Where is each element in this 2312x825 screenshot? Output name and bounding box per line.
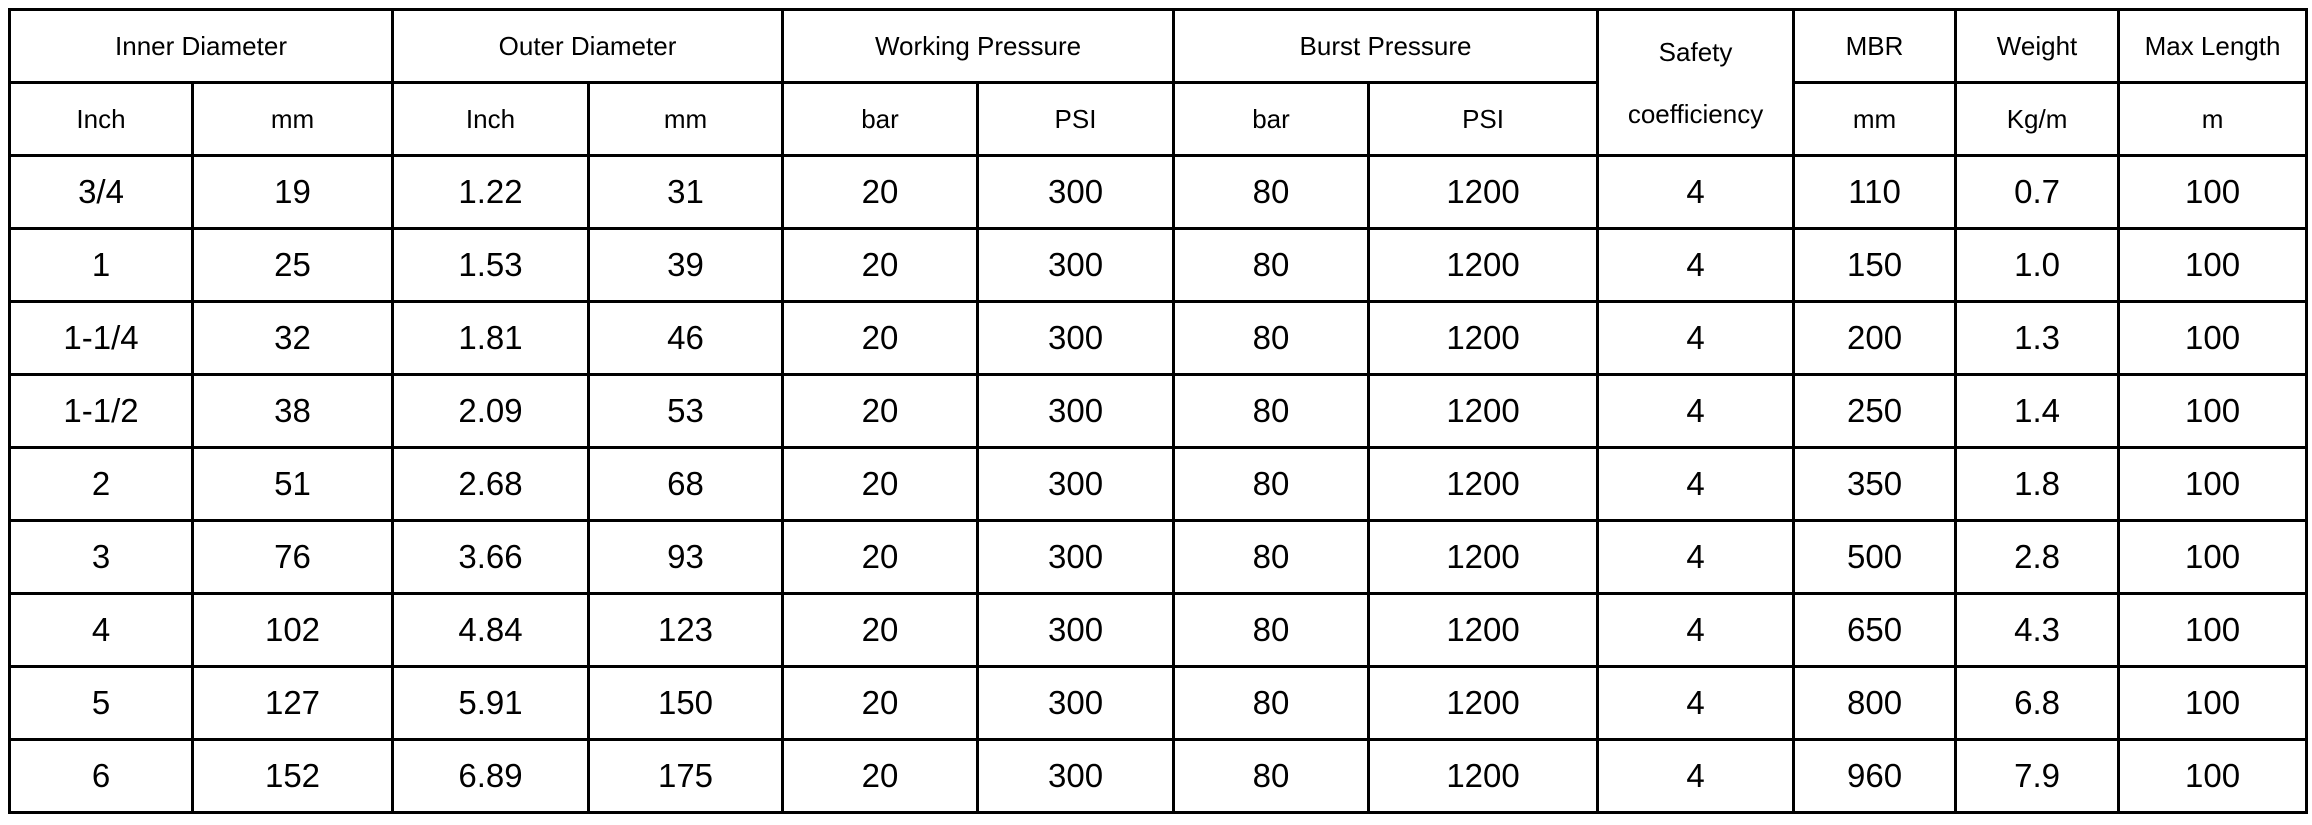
cell-max-length: 100 bbox=[2119, 521, 2307, 594]
cell-burst-psi: 1200 bbox=[1369, 740, 1598, 813]
cell-inner-mm: 38 bbox=[193, 375, 393, 448]
cell-burst-bar: 80 bbox=[1174, 156, 1369, 229]
cell-outer-mm: 93 bbox=[589, 521, 783, 594]
cell-outer-mm: 39 bbox=[589, 229, 783, 302]
cell-mbr: 350 bbox=[1794, 448, 1956, 521]
header-working-pressure: Working Pressure bbox=[783, 10, 1174, 83]
cell-inner-inch: 3/4 bbox=[10, 156, 193, 229]
cell-outer-mm: 150 bbox=[589, 667, 783, 740]
cell-weight: 6.8 bbox=[1956, 667, 2119, 740]
cell-outer-mm: 123 bbox=[589, 594, 783, 667]
cell-burst-bar: 80 bbox=[1174, 375, 1369, 448]
table-row bbox=[10, 521, 2307, 594]
cell-safety: 4 bbox=[1598, 448, 1794, 521]
cell-working-psi: 300 bbox=[978, 302, 1174, 375]
cell-burst-bar: 80 bbox=[1174, 521, 1369, 594]
cell-max-length: 100 bbox=[2119, 156, 2307, 229]
header-max-length: Max Length bbox=[2119, 10, 2307, 83]
cell-max-length: 100 bbox=[2119, 448, 2307, 521]
cell-working-bar: 20 bbox=[783, 521, 978, 594]
header-safety-line2: coefficiency bbox=[1627, 98, 1764, 129]
cell-outer-inch: 1.81 bbox=[393, 302, 589, 375]
unit-mbr-mm: mm bbox=[1794, 83, 1956, 156]
header-outer-diameter: Outer Diameter bbox=[393, 10, 783, 83]
cell-burst-psi: 1200 bbox=[1369, 229, 1598, 302]
cell-safety: 4 bbox=[1598, 521, 1794, 594]
header-group-row bbox=[10, 10, 2307, 83]
cell-outer-mm: 175 bbox=[589, 740, 783, 813]
cell-mbr: 250 bbox=[1794, 375, 1956, 448]
cell-mbr: 150 bbox=[1794, 229, 1956, 302]
cell-burst-psi: 1200 bbox=[1369, 667, 1598, 740]
unit-burst-bar: bar bbox=[1174, 83, 1369, 156]
table-body bbox=[10, 156, 2307, 813]
cell-working-psi: 300 bbox=[978, 229, 1174, 302]
cell-burst-bar: 80 bbox=[1174, 448, 1369, 521]
cell-burst-psi: 1200 bbox=[1369, 375, 1598, 448]
cell-outer-inch: 3.66 bbox=[393, 521, 589, 594]
cell-inner-inch: 3 bbox=[10, 521, 193, 594]
table-row bbox=[10, 302, 2307, 375]
cell-inner-mm: 25 bbox=[193, 229, 393, 302]
cell-mbr: 960 bbox=[1794, 740, 1956, 813]
cell-mbr: 110 bbox=[1794, 156, 1956, 229]
cell-inner-inch: 2 bbox=[10, 448, 193, 521]
header-mbr: MBR bbox=[1794, 10, 1956, 83]
cell-working-bar: 20 bbox=[783, 594, 978, 667]
cell-inner-inch: 4 bbox=[10, 594, 193, 667]
unit-outer-inch: Inch bbox=[393, 83, 589, 156]
cell-weight: 1.3 bbox=[1956, 302, 2119, 375]
cell-burst-bar: 80 bbox=[1174, 302, 1369, 375]
cell-weight: 2.8 bbox=[1956, 521, 2119, 594]
cell-weight: 1.0 bbox=[1956, 229, 2119, 302]
cell-working-bar: 20 bbox=[783, 740, 978, 813]
cell-burst-psi: 1200 bbox=[1369, 448, 1598, 521]
unit-working-psi: PSI bbox=[978, 83, 1174, 156]
cell-safety: 4 bbox=[1598, 740, 1794, 813]
header-unit-row bbox=[10, 83, 2307, 156]
cell-mbr: 200 bbox=[1794, 302, 1956, 375]
cell-inner-inch: 1-1/4 bbox=[10, 302, 193, 375]
table-row bbox=[10, 740, 2307, 813]
table-row bbox=[10, 375, 2307, 448]
unit-inner-inch: Inch bbox=[10, 83, 193, 156]
cell-outer-inch: 5.91 bbox=[393, 667, 589, 740]
cell-working-bar: 20 bbox=[783, 667, 978, 740]
cell-outer-inch: 4.84 bbox=[393, 594, 589, 667]
cell-outer-inch: 2.68 bbox=[393, 448, 589, 521]
header-burst-pressure: Burst Pressure bbox=[1174, 10, 1598, 83]
cell-outer-inch: 6.89 bbox=[393, 740, 589, 813]
table-row bbox=[10, 667, 2307, 740]
cell-burst-bar: 80 bbox=[1174, 594, 1369, 667]
cell-working-bar: 20 bbox=[783, 302, 978, 375]
cell-inner-mm: 19 bbox=[193, 156, 393, 229]
unit-burst-psi: PSI bbox=[1369, 83, 1598, 156]
cell-burst-psi: 1200 bbox=[1369, 594, 1598, 667]
cell-working-psi: 300 bbox=[978, 740, 1174, 813]
cell-weight: 0.7 bbox=[1956, 156, 2119, 229]
cell-weight: 7.9 bbox=[1956, 740, 2119, 813]
cell-inner-mm: 76 bbox=[193, 521, 393, 594]
cell-working-bar: 20 bbox=[783, 156, 978, 229]
header-weight: Weight bbox=[1956, 10, 2119, 83]
cell-max-length: 100 bbox=[2119, 740, 2307, 813]
cell-burst-bar: 80 bbox=[1174, 667, 1369, 740]
cell-outer-inch: 1.53 bbox=[393, 229, 589, 302]
cell-weight: 1.4 bbox=[1956, 375, 2119, 448]
cell-mbr: 800 bbox=[1794, 667, 1956, 740]
cell-inner-mm: 102 bbox=[193, 594, 393, 667]
cell-working-psi: 300 bbox=[978, 594, 1174, 667]
cell-max-length: 100 bbox=[2119, 302, 2307, 375]
cell-inner-mm: 127 bbox=[193, 667, 393, 740]
cell-max-length: 100 bbox=[2119, 375, 2307, 448]
unit-max-length-m: m bbox=[2119, 83, 2307, 156]
unit-inner-mm: mm bbox=[193, 83, 393, 156]
cell-burst-psi: 1200 bbox=[1369, 156, 1598, 229]
cell-inner-mm: 152 bbox=[193, 740, 393, 813]
cell-outer-inch: 1.22 bbox=[393, 156, 589, 229]
cell-working-psi: 300 bbox=[978, 375, 1174, 448]
cell-outer-mm: 46 bbox=[589, 302, 783, 375]
cell-outer-inch: 2.09 bbox=[393, 375, 589, 448]
cell-inner-inch: 1-1/2 bbox=[10, 375, 193, 448]
cell-safety: 4 bbox=[1598, 375, 1794, 448]
cell-safety: 4 bbox=[1598, 302, 1794, 375]
cell-mbr: 650 bbox=[1794, 594, 1956, 667]
cell-weight: 1.8 bbox=[1956, 448, 2119, 521]
hose-spec-table bbox=[8, 8, 2308, 814]
cell-working-bar: 20 bbox=[783, 229, 978, 302]
unit-weight-kgm: Kg/m bbox=[1956, 83, 2119, 156]
cell-inner-inch: 1 bbox=[10, 229, 193, 302]
cell-working-bar: 20 bbox=[783, 448, 978, 521]
cell-inner-inch: 5 bbox=[10, 667, 193, 740]
cell-safety: 4 bbox=[1598, 667, 1794, 740]
cell-inner-mm: 51 bbox=[193, 448, 393, 521]
cell-burst-bar: 80 bbox=[1174, 229, 1369, 302]
cell-working-psi: 300 bbox=[978, 448, 1174, 521]
cell-burst-bar: 80 bbox=[1174, 740, 1369, 813]
cell-burst-psi: 1200 bbox=[1369, 302, 1598, 375]
cell-max-length: 100 bbox=[2119, 229, 2307, 302]
cell-safety: 4 bbox=[1598, 229, 1794, 302]
cell-working-psi: 300 bbox=[978, 521, 1174, 594]
cell-burst-psi: 1200 bbox=[1369, 521, 1598, 594]
header-inner-diameter: Inner Diameter bbox=[10, 10, 393, 83]
table-row bbox=[10, 156, 2307, 229]
table-header bbox=[10, 10, 2307, 156]
cell-working-psi: 300 bbox=[978, 667, 1174, 740]
cell-inner-inch: 6 bbox=[10, 740, 193, 813]
cell-inner-mm: 32 bbox=[193, 302, 393, 375]
cell-outer-mm: 53 bbox=[589, 375, 783, 448]
table-row bbox=[10, 594, 2307, 667]
header-safety-coefficiency bbox=[1598, 10, 1794, 156]
table-row bbox=[10, 229, 2307, 302]
unit-outer-mm: mm bbox=[589, 83, 783, 156]
cell-max-length: 100 bbox=[2119, 667, 2307, 740]
unit-working-bar: bar bbox=[783, 83, 978, 156]
cell-working-bar: 20 bbox=[783, 375, 978, 448]
cell-safety: 4 bbox=[1598, 156, 1794, 229]
cell-working-psi: 300 bbox=[978, 156, 1174, 229]
header-safety-line1: Safety bbox=[1658, 36, 1733, 67]
cell-safety: 4 bbox=[1598, 594, 1794, 667]
table-row bbox=[10, 448, 2307, 521]
cell-outer-mm: 31 bbox=[589, 156, 783, 229]
cell-max-length: 100 bbox=[2119, 594, 2307, 667]
cell-weight: 4.3 bbox=[1956, 594, 2119, 667]
cell-outer-mm: 68 bbox=[589, 448, 783, 521]
cell-mbr: 500 bbox=[1794, 521, 1956, 594]
